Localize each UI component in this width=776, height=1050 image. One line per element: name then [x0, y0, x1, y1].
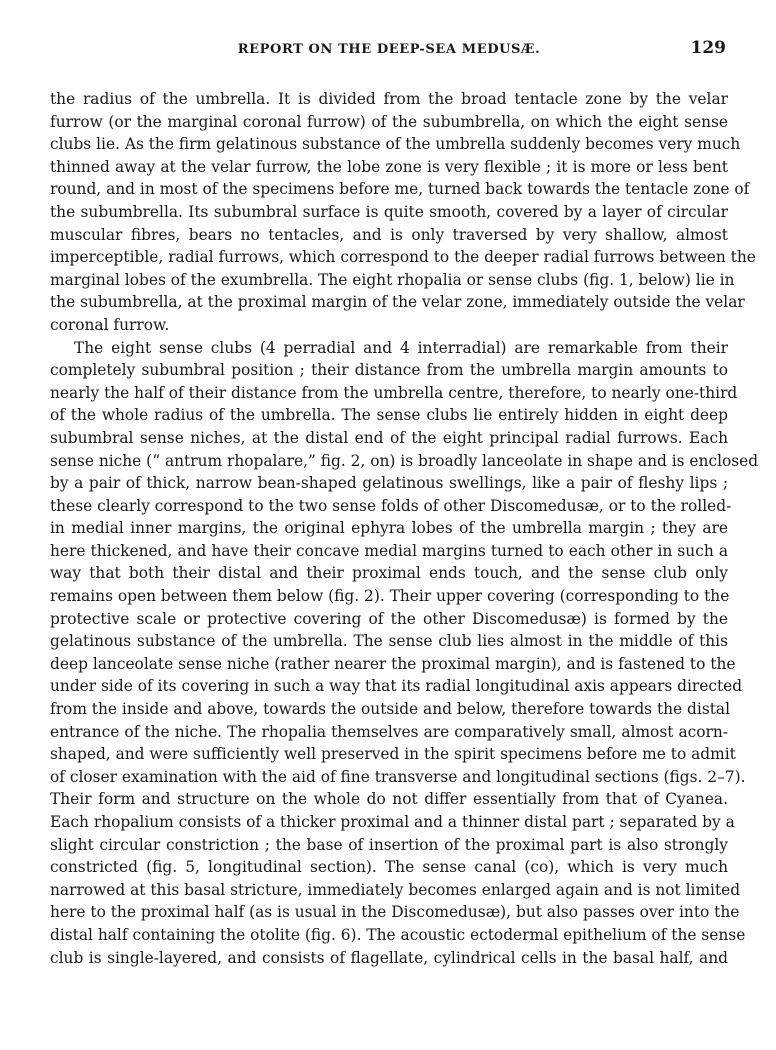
text-line: of the whole radius of the umbrella. The sense clubs lie entirely hidden in eight deep — [50, 406, 728, 425]
text-line: shaped, and were sufficiently well preserved in the spirit specimens before me to admit — [50, 745, 736, 764]
text-line: way that both their distal and their proximal ends touch, and the sense club only — [50, 564, 728, 583]
text-line: coronal furrow. — [50, 315, 170, 334]
text-line: round, and in most of the specimens before me, turned back towards the tentacle zone of — [50, 180, 750, 199]
text-line: the subumbrella. Its subumbral surface is quite smooth, covered by a layer of circular — [50, 202, 728, 221]
text-line: constricted (fig. 5, longitudinal section). The sense canal (co), which is very much — [50, 858, 728, 877]
text-line: club is single-layered, and consists of flagellate, cylindrical cells in the basal half, and — [50, 948, 728, 967]
body-text — [50, 88, 759, 969]
text-line: protective scale or protective covering of the other Discomedusæ) is formed by the — [50, 609, 728, 628]
text-line: nearly the half of their distance from the umbrella centre, therefore, to nearly one-third — [50, 383, 738, 402]
text-line: in medial inner margins, the original ephyra lobes of the umbrella margin ; they are — [50, 519, 728, 538]
text-line: these clearly correspond to the two sense folds of other Discomedusæ, or to the rolled- — [50, 496, 732, 515]
text-line: of closer examination with the aid of fine transverse and longitudinal sections (figs. 2–7). — [50, 767, 746, 786]
text-line: subumbral sense niches, at the distal end of the eight principal radial furrows. Each — [50, 428, 728, 447]
text-line: marginal lobes of the exumbrella. The eight rhopalia or sense clubs (fig. 1, below) lie in — [50, 270, 735, 289]
text-line: completely subumbral position ; their distance from the umbrella margin amounts to — [50, 361, 728, 380]
text-line: entrance of the niche. The rhopalia themselves are comparatively small, almost acorn- — [50, 722, 728, 741]
running-head — [50, 38, 728, 66]
page-number: 129 — [690, 38, 726, 58]
text-line: clubs lie. As the firm gelatinous substance of the umbrella suddenly becomes very much — [50, 135, 741, 154]
text-line: remains open between them below (fig. 2). Their upper covering (corresponding to the — [50, 587, 730, 606]
text-line: thinned away at the velar furrow, the lobe zone is very flexible ; it is more or less bent — [50, 157, 728, 176]
paragraph — [50, 337, 759, 970]
text-line: by a pair of thick, narrow bean-shaped gelatinous swellings, like a pair of fleshy lips ; — [50, 474, 728, 493]
text-line: under side of its covering in such a way that its radial longitudinal axis appears directed — [50, 677, 743, 696]
text-line: the subumbrella, at the proximal margin of the velar zone, immediately outside the velar — [50, 293, 745, 312]
text-line: imperceptible, radial furrows, which correspond to the deeper radial furrows between the — [50, 248, 756, 267]
page — [50, 38, 759, 969]
running-title: REPORT ON THE DEEP-SEA MEDUSÆ. — [237, 42, 541, 57]
text-line: distal half containing the otolite (fig. 6). The acoustic ectodermal epithelium of the sense — [50, 925, 746, 944]
text-line: here to the proximal half (as is usual in the Discomedusæ), but also passes over into the — [50, 903, 740, 922]
text-line: furrow (or the marginal coronal furrow) of the subumbrella, on which the eight sense — [50, 112, 728, 131]
text-line: sense niche (“ antrum rhopalare,” fig. 2, on) is broadly lanceolate in shape and is enclosed — [50, 451, 759, 470]
text-line: muscular fibres, bears no tentacles, and is only traversed by very shallow, almost — [50, 225, 728, 244]
text-line: from the inside and above, towards the outside and below, therefore towards the distal — [50, 700, 731, 719]
text-line: Their form and structure on the whole do not differ essentially from that of Cyanea. — [50, 790, 728, 809]
text-line: the radius of the umbrella. It is divided from the broad tentacle zone by the velar — [50, 90, 728, 108]
paragraph — [50, 88, 756, 337]
text-line: slight circular constriction ; the base of insertion of the proximal part is also strongly — [50, 835, 728, 854]
text-line: The eight sense clubs (4 perradial and 4 interradial) are remarkable from their — [74, 338, 728, 357]
text-line: narrowed at this basal stricture, immediately becomes enlarged again and is not limited — [50, 880, 741, 899]
text-line: deep lanceolate sense niche (rather nearer the proximal margin), and is fastened to the — [50, 654, 736, 673]
text-line: here thickened, and have their concave medial margins turned to each other in such a — [50, 541, 728, 560]
text-line: gelatinous substance of the umbrella. The sense club lies almost in the middle of this — [50, 632, 728, 651]
text-line: Each rhopalium consists of a thicker proximal and a thinner distal part ; separated by a — [50, 813, 735, 831]
